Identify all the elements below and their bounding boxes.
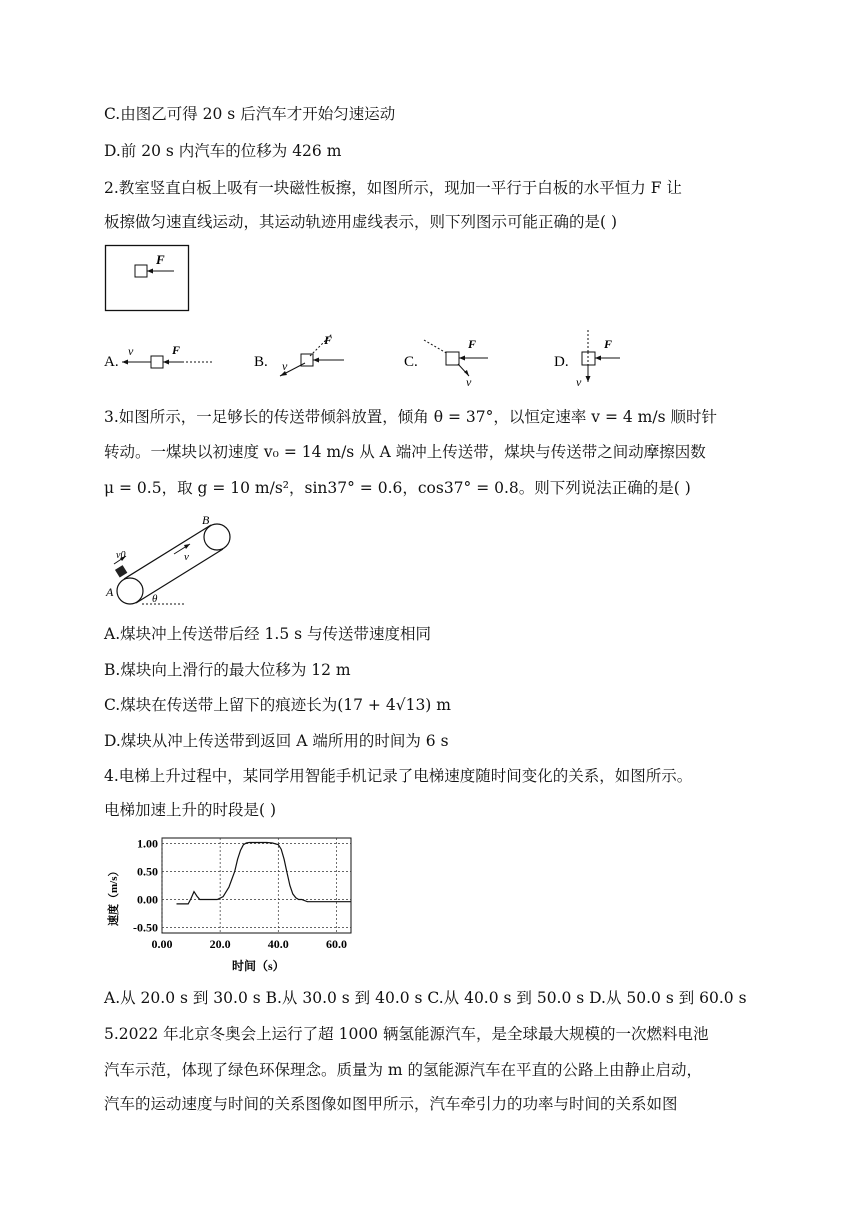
q2-option-d[interactable]: [552, 328, 642, 390]
q1-option-c: C.由图乙可得 20 s 后汽车才开始匀速运动: [104, 105, 396, 123]
q4-stem-line1: 4.电梯上升过程中，某同学用智能手机记录了电梯速度随时间变化的关系，如图所示。: [104, 767, 693, 785]
x-axis-label: 时间（s）: [232, 959, 285, 973]
velocity-label: v: [466, 375, 472, 388]
q3-option-b[interactable]: B.煤块向上滑行的最大位移为 12 m: [104, 661, 351, 679]
theta-label: θ: [152, 593, 158, 605]
q3-option-d[interactable]: D.煤块从冲上传送带到返回 A 端所用的时间为 6 s: [104, 732, 449, 750]
force-label: F: [468, 337, 477, 351]
y-tick-label: 0.50: [137, 864, 158, 879]
option-letter: D.: [554, 354, 569, 370]
q5-stem-line1: 5.2022 年北京冬奥会上运行了超 1000 辆氢能源汽车，是全球最大规模的一次燃料电池: [104, 1025, 709, 1043]
force-label: F: [156, 252, 165, 267]
endpoint-b-label: B: [202, 513, 210, 527]
force-label: F: [324, 333, 333, 347]
x-tick-label: 40.0: [267, 937, 289, 951]
q2-option-c[interactable]: [402, 330, 502, 388]
y-tick-label: -0.50: [133, 920, 158, 935]
elevator-velocity-chart: [104, 830, 354, 978]
option-letter: B.: [254, 354, 268, 370]
q1-option-d: D.前 20 s 内汽车的位移为 426 m: [104, 142, 342, 160]
velocity-label: v: [128, 344, 134, 358]
conveyor-belt-figure: [104, 512, 244, 610]
y-tick-label: 1.00: [137, 836, 158, 851]
y-tick-label: 0.00: [137, 892, 158, 907]
q3-stem-line1: 3.如图所示，一足够长的传送带倾斜放置，倾角 θ = 37°，以恒定速率 v = 4 m/s 顺时针: [104, 408, 717, 426]
velocity-label: v: [576, 375, 582, 389]
q2-option-a[interactable]: [104, 336, 224, 386]
v0-label: v0: [116, 550, 126, 561]
q2-stem-line1: 2.教室竖直白板上吸有一块磁性板擦，如图所示，现加一平行于白板的水平恒力 F 让: [104, 179, 682, 197]
q4-stem-line2: 电梯加速上升的时段是( ): [104, 801, 277, 819]
q4-options[interactable]: A.从 20.0 s 到 30.0 s B.从 30.0 s 到 40.0 s C.从 40.0 s 到 50.0 s D.从 50.0 s 到 60.0 s: [104, 989, 747, 1007]
q2-option-b[interactable]: [252, 330, 362, 386]
q3-option-a[interactable]: A.煤块冲上传送带后经 1.5 s 与传送带速度相同: [104, 625, 432, 643]
force-label: F: [172, 343, 181, 357]
option-letter: A.: [104, 354, 119, 370]
plot-frame: [162, 838, 351, 933]
q5-stem-line2: 汽车示范，体现了绿色环保理念。质量为 m 的氢能源汽车在平直的公路上由静止启动，: [104, 1061, 703, 1079]
x-tick-label: 0.00: [151, 937, 173, 951]
v-label: v: [184, 551, 189, 563]
q3-option-c[interactable]: C.煤块在传送带上留下的痕迹长为(17 + 4√13) m: [104, 696, 451, 714]
whiteboard-figure: [104, 244, 190, 312]
velocity-series-line: [177, 843, 352, 904]
x-tick-label: 60.0: [325, 937, 347, 951]
q3-stem-line3: μ = 0.5，取 g = 10 m/s²，sin37° = 0.6，cos37° = 0.8。则下列说法正确的是( ): [104, 479, 691, 497]
y-axis-label: 速度（m/s）: [108, 865, 120, 926]
x-tick-label: 20.0: [209, 937, 231, 951]
endpoint-a-label: A: [106, 585, 114, 599]
q2-stem-line2: 板擦做匀速直线运动，其运动轨迹用虚线表示，则下列图示可能正确的是( ): [104, 213, 618, 231]
q3-stem-line2: 转动。一煤块以初速度 v₀ = 14 m/s 从 A 端冲上传送带，煤块与传送带之间动摩擦因数: [104, 443, 706, 461]
q5-stem-line3: 汽车的运动速度与时间的关系图像如图甲所示，汽车牵引力的功率与时间的关系如图: [104, 1095, 678, 1113]
option-letter: C.: [404, 354, 418, 370]
velocity-label: v: [282, 359, 288, 373]
force-label: F: [604, 337, 613, 351]
